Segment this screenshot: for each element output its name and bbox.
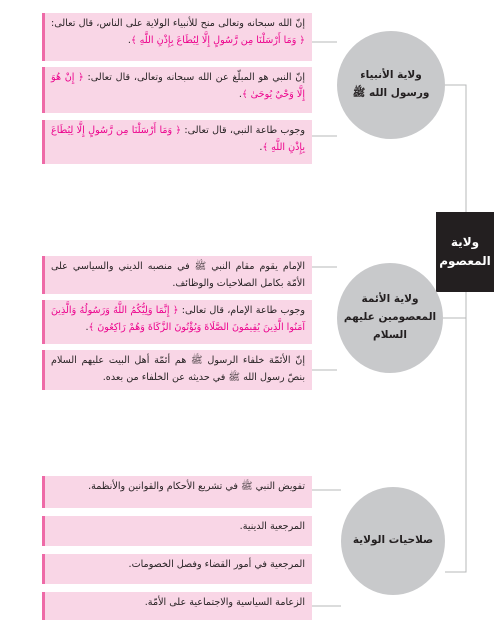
- branch-title: ورسول الله ﷺ: [352, 87, 430, 99]
- statement-text: وجوب طاعة النبي، قال تعالى:: [181, 125, 305, 136]
- branch-title: المعصومين عليهم السلام: [343, 311, 437, 341]
- branch-title: ولاية الأئمة: [361, 293, 419, 306]
- branch-title: ولاية الأنبياء: [360, 69, 422, 82]
- quran-verse: ﴿ إِنْ هُوَ إِلَّا وَحْيٌ يُوحَىٰ ﴾: [51, 72, 305, 100]
- statement-text: الزعامة السياسية والاجتماعية على الأمّة.: [144, 597, 305, 608]
- root-label-line2: المعصوم: [439, 254, 491, 268]
- statement-text: إنّ الأئمّة خلفاء الرسول ﷺ هم أئمّة أهل البيت عليهم السلام بنصّ رسول الله ﷺ في حديثه عن الخلفاء من بعده.: [51, 355, 305, 383]
- statement-card: [42, 554, 312, 584]
- quran-verse: ﴿ وَمَا أَرْسَلْنَا مِن رَّسُولٍ إِلَّا لِيُطَاعَ بِإِذْنِ اللَّهِ ﴾: [51, 125, 305, 153]
- statement-text: المرجعية في أمور القضاء وفصل الخصومات.: [128, 559, 305, 570]
- statement-text: المرجعية الدينية.: [239, 521, 305, 532]
- statement-end: .: [238, 88, 242, 100]
- branch-title: صلاحيات الولاية: [352, 534, 434, 547]
- statement-end: .: [259, 141, 263, 153]
- statement-text: إنّ الله سبحانه وتعالى منح للأنبياء الولاية على الناس، قال تعالى:: [51, 18, 305, 29]
- statement-card: [42, 256, 312, 294]
- branch-node-imams: [337, 263, 443, 373]
- statement-text: الإمام يقوم مقام النبي ﷺ في منصبه الديني والسياسي على الأمّة بكامل الصلاحيات والوظائف.: [51, 261, 305, 289]
- statement-card: [42, 516, 312, 546]
- statement-card: [42, 592, 312, 620]
- statement-card: [42, 67, 312, 113]
- quran-verse: ﴿ وَمَا أَرْسَلْنَا مِن رَّسُولٍ إِلَّا لِيُطَاعَ بِإِذْنِ اللَّهِ ﴾: [130, 34, 305, 46]
- statement-end: .: [85, 321, 89, 333]
- quran-verse: ﴿ إِنَّمَا وَلِيُّكُمُ اللَّهُ وَرَسُولُهُ وَالَّذِينَ آمَنُوا الَّذِينَ يُقِيمُونَ الصَّلَاةَ وَيُؤْتُونَ الزَّكَاةَ وَهُمْ رَاكِعُونَ ﴾: [51, 305, 305, 333]
- statement-text: إنّ النبي هو المبلّغ عن الله سبحانه وتعالى، قال تعالى:: [83, 72, 306, 83]
- statement-end: .: [127, 34, 131, 46]
- branch-node-authorities: [341, 487, 445, 595]
- branch-node-prophets: [337, 31, 445, 139]
- statement-card: [42, 350, 312, 390]
- statement-text: تفويض النبي ﷺ في تشريع الأحكام والقوانين والأنظمة.: [88, 481, 305, 492]
- statement-card: [42, 476, 312, 508]
- statement-card: [42, 13, 312, 61]
- root-node: [436, 212, 494, 292]
- statement-card: [42, 120, 312, 164]
- root-label-line1: ولاية: [450, 234, 480, 249]
- statement-card: [42, 300, 312, 344]
- statement-text: وجوب طاعة الإمام، قال تعالى:: [178, 305, 305, 316]
